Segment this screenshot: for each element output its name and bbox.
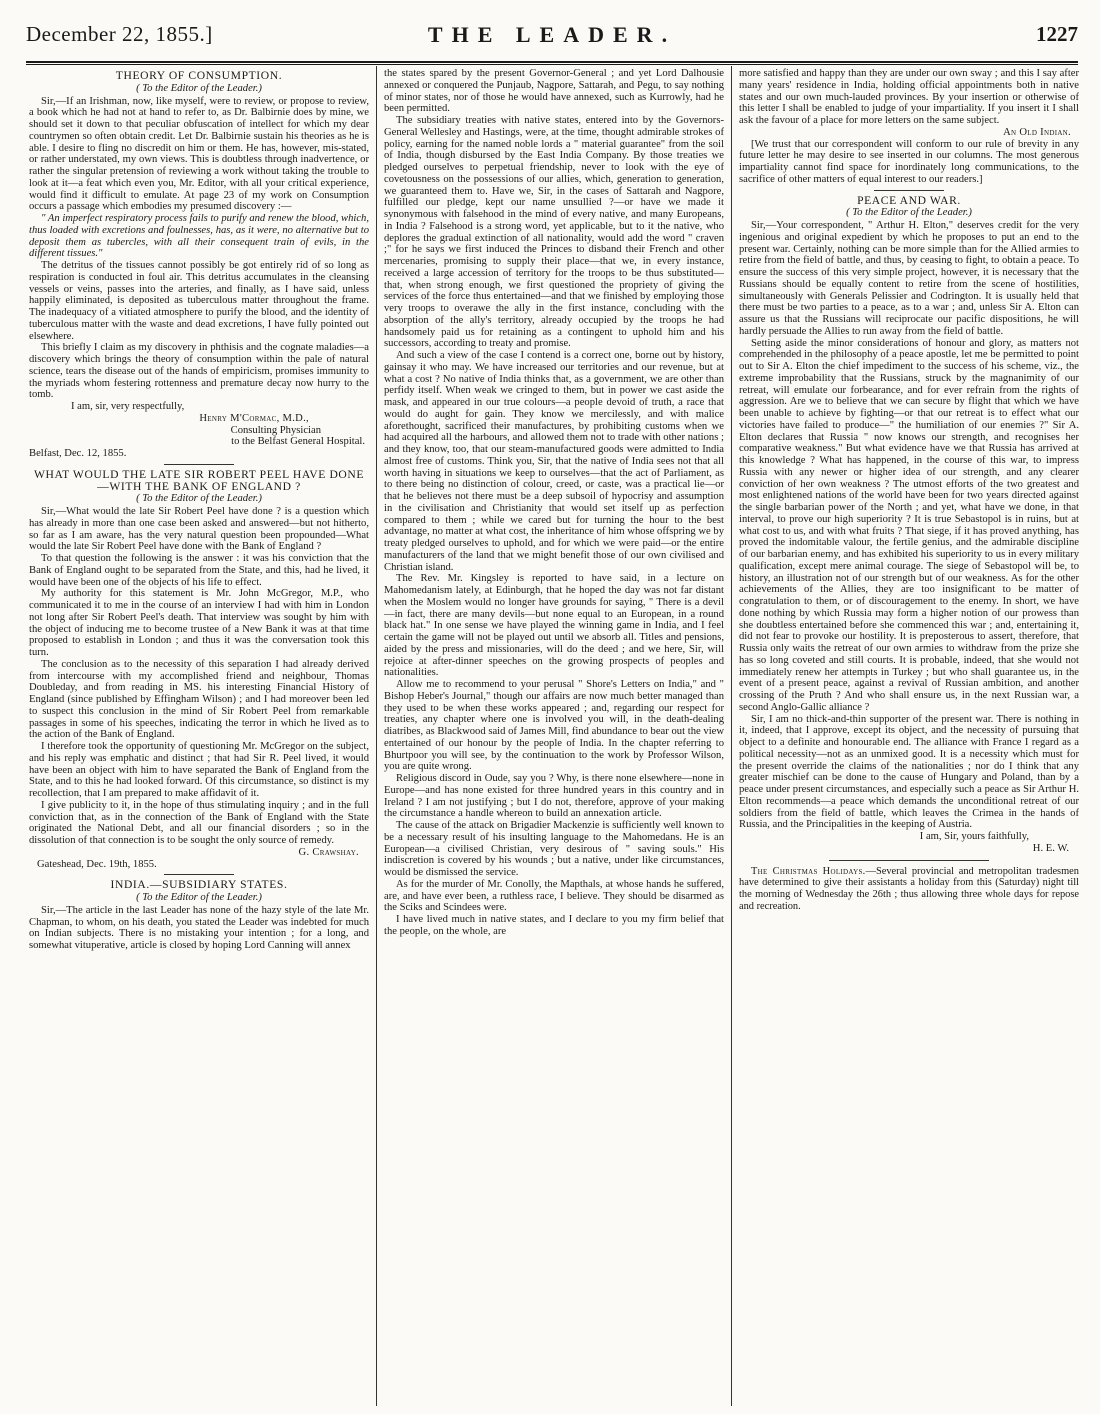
paragraph: The subsidiary treaties with native states, entered into by the Governors-General Wellesley and Hastings, were, at the time, thought admirable strokes of policy, earning for the named noble lords a " material guarantee" from the soil of India, though disbursed by the East India Company. By those treaties we pledged ourselves to perpetual friendship, never to look with the eye of covetousness on the possessions of our allies, which, generation to generation, we guaranteed them to. Have we, Sir, in the cases of Sattarah and Nagpore, fulfilled our pledge, kept our name unsullied ?—or have we made it synonymous with falsehood in the mind of every native, and many Europeans, in India ? Falsehood is a strong word, yet applicable, but to it the native, who deplores the gradual extinction of all nationality, would add the word " craven ;" for he says we first induced the Princes to disband their French and other mercenaries, promising to supply their place—that we, in every instance, received a large accession of territory for the troops to be thus substituted—that, when strong enough, we first questioned the propriety of giving the services of the force thus entertained—and that we finished by employing those very troops to overawe the ally in the first instance, concluding with the absorption of the ally's territory, already occupied by the troops he had handsomely paid us for retaining as a contingent to uphold him and his successors, according to treaty and promise. [384,115,724,350]
paragraph: the states spared by the present Governor-General ; and yet Lord Dalhousie annexed or conquered the Punjaub, Nagpore, Sattarah, and Pegu, to say nothing of minor states, nor of those he would have annexed, such as Kurrowly, had he been permitted. [384,68,724,115]
column-3 [739,68,1079,1408]
article-subheading: ( To the Editor of the Leader.) [136,892,262,903]
paragraph: And such a view of the case I contend is a correct one, borne out by history, gainsay it who may. We have increased our territories and our revenue, but at what a cost ? No native of India thinks that, as a government, we are other than perfidy itself. When weak we cringed to them, but in power we cast aside the mask, and appeared in our true colours—a people devoid of truth, a race that would do aught for gain. They know we mercilessly, and with malice aforethought, sacrificed their manufactures, by prohibiting customs when we had acquired all the harbours, and allowed them not to trade with other nations ; and they know, too, that our steam-manufactured goods were admitted to India almost free of customs. Think you, Sir, that the native of India sees not that all worth having in situations we keep to ourselves—that the act of Parliament, as to there being no distinction of colour, creed, or caste, was a practical lie—or that he believes not there must be a deep subsoil of hypocrisy and assumption in the civilisation and Christianity that would set itself up as perfection compared to them ; while we cared but for turning the hour to the best advantage, no matter at what cost, the inheritance of him whose offspring we by treaty pledged ourselves to uphold, and for which we were paid—or the entire manufacturers of the land that we might benefit those of our own civilised and Christian island. [384,350,724,573]
paragraph: Sir, I am no thick-and-thin supporter of the present war. There is nothing in it, indeed, that I approve, except its object, and the necessity of pursuing that object to a definite and honourable end. The alliance with France I regard as a political necessity—not as an unmixed good. It is a necessity which must for the present override the claims of the nationalities ; nor do I think that any greater mischief can be done to the cause of Hungary and Poland, than by a peace under present circumstances, and especially such a peace as Sir Arthur H. Elton recommends—a peace which demands the unconditional retreat of our soldiers from the field of battle, which leaves the Crimea in the hands of Russia, and the Principalities in the keeping of Austria. [739,713,1079,831]
article-subheading: ( To the Editor of the Leader.) [846,207,972,219]
editorial-note: [We trust that our correspondent will conform to our rule of brevity in any future letter he may desire to see inserted in our columns. The most generous impartiality cannot find space for inordinately long communications, to the sacrifice of other matters of equal interest to our readers.] [739,138,1079,185]
signature: H. E. W. [1032,842,1069,854]
letter-closing: I am, Sir, yours faithfully, [919,831,1029,842]
paragraph: My authority for this statement is Mr. John McGregor, M.P., who communicated it to me in the course of an interview I had with him in London not long after Sir Robert Peel's death. That interview was sought by him with the object of inducing me to become trustee of a New Bank it was at that time proposed to establish in London ; and thus it was the conversation took this turn. [29,588,369,658]
signature: G. Crawshay. [298,846,359,858]
letter-place-date: Belfast, Dec. 12, 1855. [29,448,127,459]
article-heading-india: INDIA.—SUBSIDIARY STATES. [110,878,288,892]
article-subheading: ( To the Editor of the Leader.) [136,493,262,505]
signature: An Old Indian. [1003,126,1071,138]
quotation: " An imperfect respiratory process fails to purify and renew the blood, which, thus loaded with excretions and foulnesses, has, as it were, no alternative but to deposit them as tubercles, with all their consequent train of evils, in the different tissues." [29,213,369,260]
news-item-body: —Several provincial and metropolitan tradesmen have determined to give their assistants a holiday from this (Saturday) night till the morning of Wednesday the 26th ; thus allowing three whole days for repose and recreation. [739,865,1079,912]
signature-title: to the Belfast General Hospital. [231,436,365,448]
paragraph: Sir,—The article in the last Leader has none of the hazy style of the late Mr. Chapman, to whom, on his death, you stated the Leader was indebted for much on Indian subjects. There is no mistaking your intention ; for a long, and somewhat vituperative, article is closed by hoping Lord Canning will annex [29,904,369,951]
signature-title: Consulting Physician [230,424,321,436]
page-number: 1227 [1036,22,1078,46]
paragraph: This briefly I claim as my discovery in phthisis and the cognate maladies—a discovery which brings the theory of consumption within the pale of natural science, tears the disease out of the hands of empiricism, promises immunity to the myriads whom festering rottenness and premature decay now hurry to the tomb. [29,342,369,401]
paragraph: I therefore took the opportunity of questioning Mr. McGregor on the subject, and his reply was emphatic and distinct ; that had Sir R. Peel lived, it would have been an object with him to have separated the Bank of England from the State, and to this he had looked forward. Of this circumstance, so distinct is my recollection, that I am prepared to make affidavit of it. [29,741,369,799]
paragraph: To that question the following is the answer : it was his conviction that the Bank of England ought to be separated from the State, and this, had he lived, it would have been one of the objects of his life to effect. [29,553,369,588]
paragraph: Sir,—What would the late Sir Robert Peel have done ? is a question which has already in more than one case been asked and answered—but not hitherto, so far as I am aware, has the very natural question been propounded—What would the late Sir Robert Peel have done with the Bank of England ? [29,506,369,553]
letter-closing: I am, sir, very respectfully, [71,401,185,412]
article-heading-peel: WHAT WOULD THE LATE SIR ROBERT PEEL HAVE DONE—WITH THE BANK OF ENGLAND ? [33,467,365,493]
column-divider-1 [376,66,377,1406]
article-separator [874,190,944,191]
article-subheading: ( To the Editor of the Leader.) [136,82,262,94]
paragraph: Sir,—Your correspondent, " Arthur H. Elton," deserves credit for the very ingenious and original expedient by which he proposes to put an end to the present war. Certainly, nothing can be more simple than for the Allied armies to retire from the field of battle, and thus, by ceasing to fight, to obtain a peace. To ensure the success of this very simple project, however, it is necessary that the Russians should be equally content to retire from the scene of hostilities, simultaneously with Generals Pelissier and Codrington. It is usually held that there must be two parties to a peace, as to a war ; and, unless Sir A. Elton can assure us that the Russians will reciprocate our pacific dispositions, he will hardly persuade the Allies to run away from the field of battle. [739,220,1079,337]
column-1 [29,68,369,1408]
paragraph: Religious discord in Oude, say you ? Why, is there none elsewhere—none in Europe—and has none existed for three hundred years in this country and in Ireland ? I am not justifying ; but I do not, therefore, approve of your making the circumstance a handle whereon to build an annexation article. [384,773,724,820]
article-heading-theory: THEORY OF CONSUMPTION. [115,69,283,82]
paragraph: The conclusion as to the necessity of this separation I had already derived from intercourse with my accomplished friend and neighbour, Thomas Doubleday, and from reading in MS. his interesting Financial History of England (since published by Effingham Wilson) ; and I had moreover been led to suspect this conclusion in the mind of Sir Robert Peel from remarkable passages in some of his speeches, indicating the terror in which he lived as to the action of the Bank of England. [29,658,369,741]
news-item-title: The Christmas Holidays. [751,865,866,877]
paragraph: I have lived much in native states, and I declare to you my firm belief that the people, on the whole, are [384,914,724,937]
article-separator [164,874,234,875]
paragraph: more satisfied and happy than they are under our own sway ; and this I say after many years' residence in India, holding official appointments both in native states and our own much-lauded provinces. By your insertion or otherwise of this letter I shall be enabled to judge of your impartiality. If you insert it I shall ask the favour of a place for more letters on the same subject. [739,68,1079,126]
paragraph: The cause of the attack on Brigadier Mackenzie is sufficiently well known to be a necessary result of his insulting language to the Mahomedans. He is an European—a civilised Christian, very desirous of " saving souls." His indiscretion is covered by his wounds ; but a native, under like circumstances, would be dismissed the service. [384,820,724,878]
paragraph: The detritus of the tissues cannot possibly be got entirely rid of so long as respiration is conducted in foul air. This detritus accumulates in the cleansing vessels or veins, passes into the arteries, and finally, as I have said, unless happily eliminated, is deposited as tuberculous matter throughout the frame. The inadequacy of a vitiated atmosphere to purify the blood, and the identity of tuberculous matter with the waste and dead excretions, I have fully pointed out elsewhere. [29,260,369,342]
column-divider-2 [731,66,732,1406]
masthead-rule [26,61,1078,63]
paragraph: The Rev. Mr. Kingsley is reported to have said, in a lecture on Mahomedanism lately, at Edinburgh, that he hoped the day was not far distant when the Moslem would no longer have grounds for saying, " There is a devil—in fact, there are many devils—but none equal to an European, in a round black hat." In one sense we have played the winning game in India, and I feel certain the game will not be played out until we absorb all. Titles and pensions, aided by the press and missionaries, will do the deed ; and we here, Sir, will rejoice at after-dinner speeches on the growing prospects of peoples and nationalities. [384,573,724,679]
column-2 [384,68,724,1408]
letter-place-date: Gateshead, Dec. 19th, 1855. [37,858,157,870]
paragraph: Allow me to recommend to your perusal " Shore's Letters on India," and " Bishop Heber's Journal," though our affairs are now much better managed than they used to be when these works appeared ; and, regarding our respect for treaties, any chapter where one is involved you will, in the death-dealing diatribes, as Blackwood said of James Mill, find abundance to bear out the view entertained of our honour by the people of India. In the chapter referring to Bhurtpoor you will see, by the continuation to the work by Professor Wilson, you are quite wrong. [384,679,724,773]
paragraph: Setting aside the minor considerations of honour and glory, as matters not comprehended in the philosophy of a peace apostle, let me be permitted to point out to Sir A. Elton the chief impediment to the success of his scheme, viz., the extreme improbability that the Russians, struck by the magnanimity of our retreat, will emulate our forbearance, and for ever refrain from the rights of aggression. Are we to believe that we can secure by flight that which we have been unable to achieve by fighting—or that our retreat is to effect what our victories have failed to produce—" the humiliation of our enemies ?" Sir A. Elton declares that Russia " now knows our strength, and recognises her comparative weakness." But what evidence have we that Russia has arrived at this knowledge ? What has happened, in the course of this war, to impress Russia with any newer or higher idea of our strength, and any clearer conviction of her own weakness ? The utmost efforts of the two greatest and most enlightened nations of the world have been for two years directed against the single barbarian power of the North ; and yet, what have we done, in that interval, to prove our high superiority ? It is true Sebastopol is in ruins, but at what cost to us, and with what fruits ? That siege, if it has proved anything, has proved the indomitable valour, the fertile genius, and the admirable discipline of our barbarian enemy, and has exhibited his superiority to us in every military qualification, except mere animal courage. The siege of Sebastopol will be, to history, an illustration not of our strength but of our weakness. As for the other achievements of the Allies, they are too insignificant to be matter of congratulation to them, or of discouragement to the enemy. In short, we have done nothing by which Russia may form a higher notion of our prowess than she doubtless entertained before she commenced this war ; and, entertaining it, did not fear to provoke our hostility. It is preposterous to assert, therefore, that Russia only waits the retreat of our own armies to withdraw from the prize she has so long coveted and still courts. It is probable, indeed, that she would not immediately renew her attempts in Turkey ; but who shall guarantee us, in the event of a present peace, against a revival of Russian ambition, and another crossing of the Pruth ? And who shall ensure us, in the next Russian war, a second Anglo-Gallic alliance ? [739,337,1079,713]
paragraph: As for the murder of Mr. Conolly, the Mapthals, at whose hands he suffered, are, and have ever been, a ruthless race, I believe. They should be disarmed as the Sciks and Scindees were. [384,878,724,914]
paragraph: Sir,—If an Irishman, now, like myself, were to review, or propose to review, a book which he had not at hand to refer to, as Dr. Balbirnie does by mine, we should set it down to that peculiar obfuscation of intellect for which my dear countrymen so often obtain credit. Let Dr. Balbirnie sustain his theories as he is able. I desire to fling no discredit on him or them. He has, however, mis-stated, or rather understated, my own views. This is doubtless through inadvertence, or rather the singular pretension of reviewing a work without taking the trouble to look at it—a feat which even you, Mr. Editor, with all your critical experience, would find it difficult to emulate. At page 23 of my work on Consumption occurs a passage which embodies my presumed discovery :— [29,95,369,213]
newspaper-title: THE LEADER. [427,22,677,47]
issue-date: December 22, 1855.] [26,22,213,46]
article-separator [829,860,989,861]
article-heading-peace: PEACE AND WAR. [857,193,961,207]
news-item [739,866,1079,913]
masthead-rule-thin [26,64,1078,65]
paragraph: I give publicity to it, in the hope of thus stimulating inquiry ; and in the full conviction that, as in the connection of the Bank of England with the State originated the National Debt, and all our financial disorders ; so in the dissolution of that connection is to be sought the only source of remedy. [29,799,369,846]
article-separator [164,464,234,465]
masthead [26,6,1078,60]
signature: Henry M'Cormac, M.D., [199,412,309,424]
